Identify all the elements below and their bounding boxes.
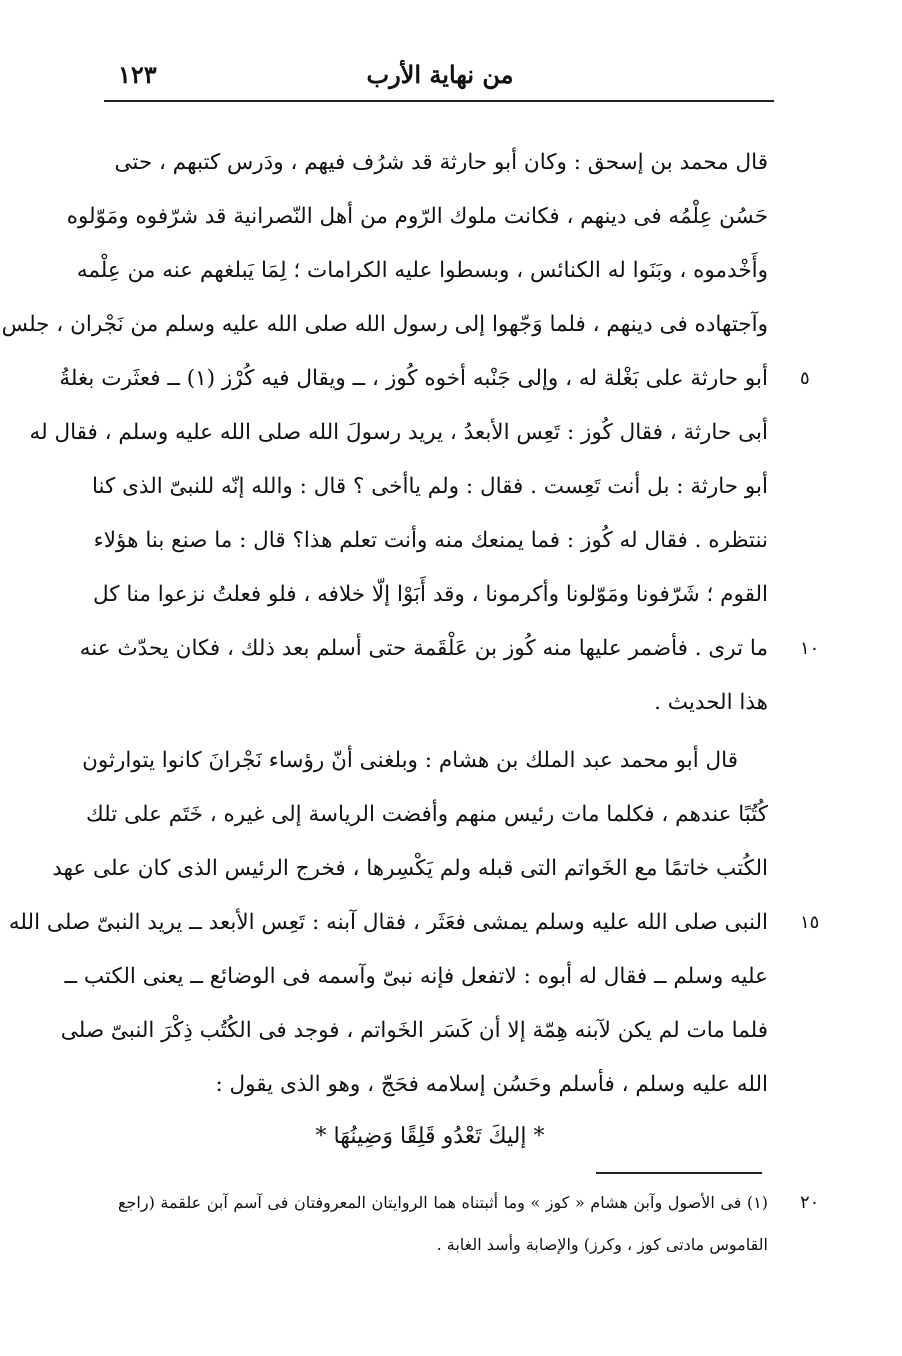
page-header xyxy=(110,58,770,98)
body-line: أبو حارثة على بَغْلة له ، وإلى جَنْبه أخوه كُوز ، ــ ويقال فيه كُرْز (١) ــ فعثَرت بغلةُ xyxy=(59,366,768,391)
footnote-line: القاموس مادتى كوز ، وكرز) والإصابة وأسد الغابة . xyxy=(436,1235,768,1254)
body-line: الكُتب خاتمًا مع الخَواتم التى قبله ولم يَكْسِرها ، فخرج الرئيس الذى كان على عهد xyxy=(52,856,768,881)
body-line: ننتظره . فقال له كُوز : فما يمنعك منه وأنت تعلم هذا؟ قال : ما صنع بنا هؤلاء xyxy=(93,528,768,553)
verse-line: * إليكَ تَعْدُو قَلِقًا وَضِينُهَا * xyxy=(315,1124,545,1149)
footnote-line: (١) فى الأصول وآبن هشام « كوز » وما أثبتناه هما الروايتان المعروفتان فى آسم آبن علقمة (راجع xyxy=(118,1193,768,1212)
running-title: من نهاية الأرب xyxy=(366,60,514,89)
line-number-5: ٥ xyxy=(800,368,810,389)
body-line: وأَخْدموه ، وبَنَوا له الكنائس ، وبسطوا عليه الكرامات ؛ لِمَا يَبلغهم عنه من عِلْمه xyxy=(76,258,768,283)
header-rule xyxy=(104,100,774,102)
line-number-15: ١٥ xyxy=(800,912,820,933)
body-line: وآجتهاده فى دينهم ، فلما وَجّهوا إلى رسول الله صلى الله عليه وسلم من نَجْران ، جلس xyxy=(1,312,768,337)
body-line: أبى حارثة ، فقال كُوز : تَعِس الأبعدُ ، يريد رسولَ الله صلى الله عليه وسلم ، فقال له xyxy=(29,420,768,445)
line-number-20: ٢٠ xyxy=(800,1192,820,1213)
body-line: أبو حارثة : بل أنت تَعِست . فقال : ولم ياأخى ؟ قال : والله إنّه للنبىّ الذى كنا xyxy=(91,474,768,499)
body-line: النبى صلى الله عليه وسلم يمشى فعَثَر ، فقال آبنه : تَعِس الأبعد ــ يريد النبىّ صلى الله xyxy=(8,910,768,935)
body-line: ما ترى . فأضمر عليها منه كُوز بن عَلْقَمة حتى أسلم بعد ذلك ، فكان يحدّث عنه xyxy=(79,636,768,661)
body-line: عليه وسلم ــ فقال له أبوه : لاتفعل فإنه نبىّ وآسمه فى الوضائع ــ يعنى الكتب ــ xyxy=(64,964,768,989)
body-line: حَسُن عِلْمُه فى دينهم ، فكانت ملوك الرّوم من أهل النّصرانية قد شرّفوه ومَوّلوه xyxy=(66,204,768,229)
body-line: فلما مات لم يكن لآبنه هِمّة إلا أن كَسَر الخَواتم ، فوجد فى الكُتُب ذِكْرَ النبىّ صلى xyxy=(60,1018,768,1043)
body-line: قال محمد بن إسحق : وكان أبو حارثة قد شرُف فيهم ، ودَرس كتبهم ، حتى xyxy=(114,150,768,175)
body-line: كُتُبًا عندهم ، فكلما مات رئيس منهم وأفضت الرياسة إلى غيره ، خَتَم على تلك xyxy=(86,802,768,827)
line-number-10: ١٠ xyxy=(800,638,820,659)
page-number: ١٢٣ xyxy=(118,60,157,89)
body-line: الله عليه وسلم ، فأسلم وحَسُن إسلامه فحَجّ ، وهو الذى يقول : xyxy=(215,1072,768,1097)
footnote-rule xyxy=(596,1172,762,1174)
body-line: قال أبو محمد عبد الملك بن هشام : وبلغنى أنّ رؤساء نَجْرانَ كانوا يتوارثون xyxy=(82,748,738,773)
body-line: هذا الحديث . xyxy=(654,690,768,715)
body-line: القوم ؛ شَرّفونا ومَوّلونا وأكرمونا ، وقد أَبَوْا إلّا خلافه ، فلو فعلتُ نزعوا منا كل xyxy=(92,582,768,607)
